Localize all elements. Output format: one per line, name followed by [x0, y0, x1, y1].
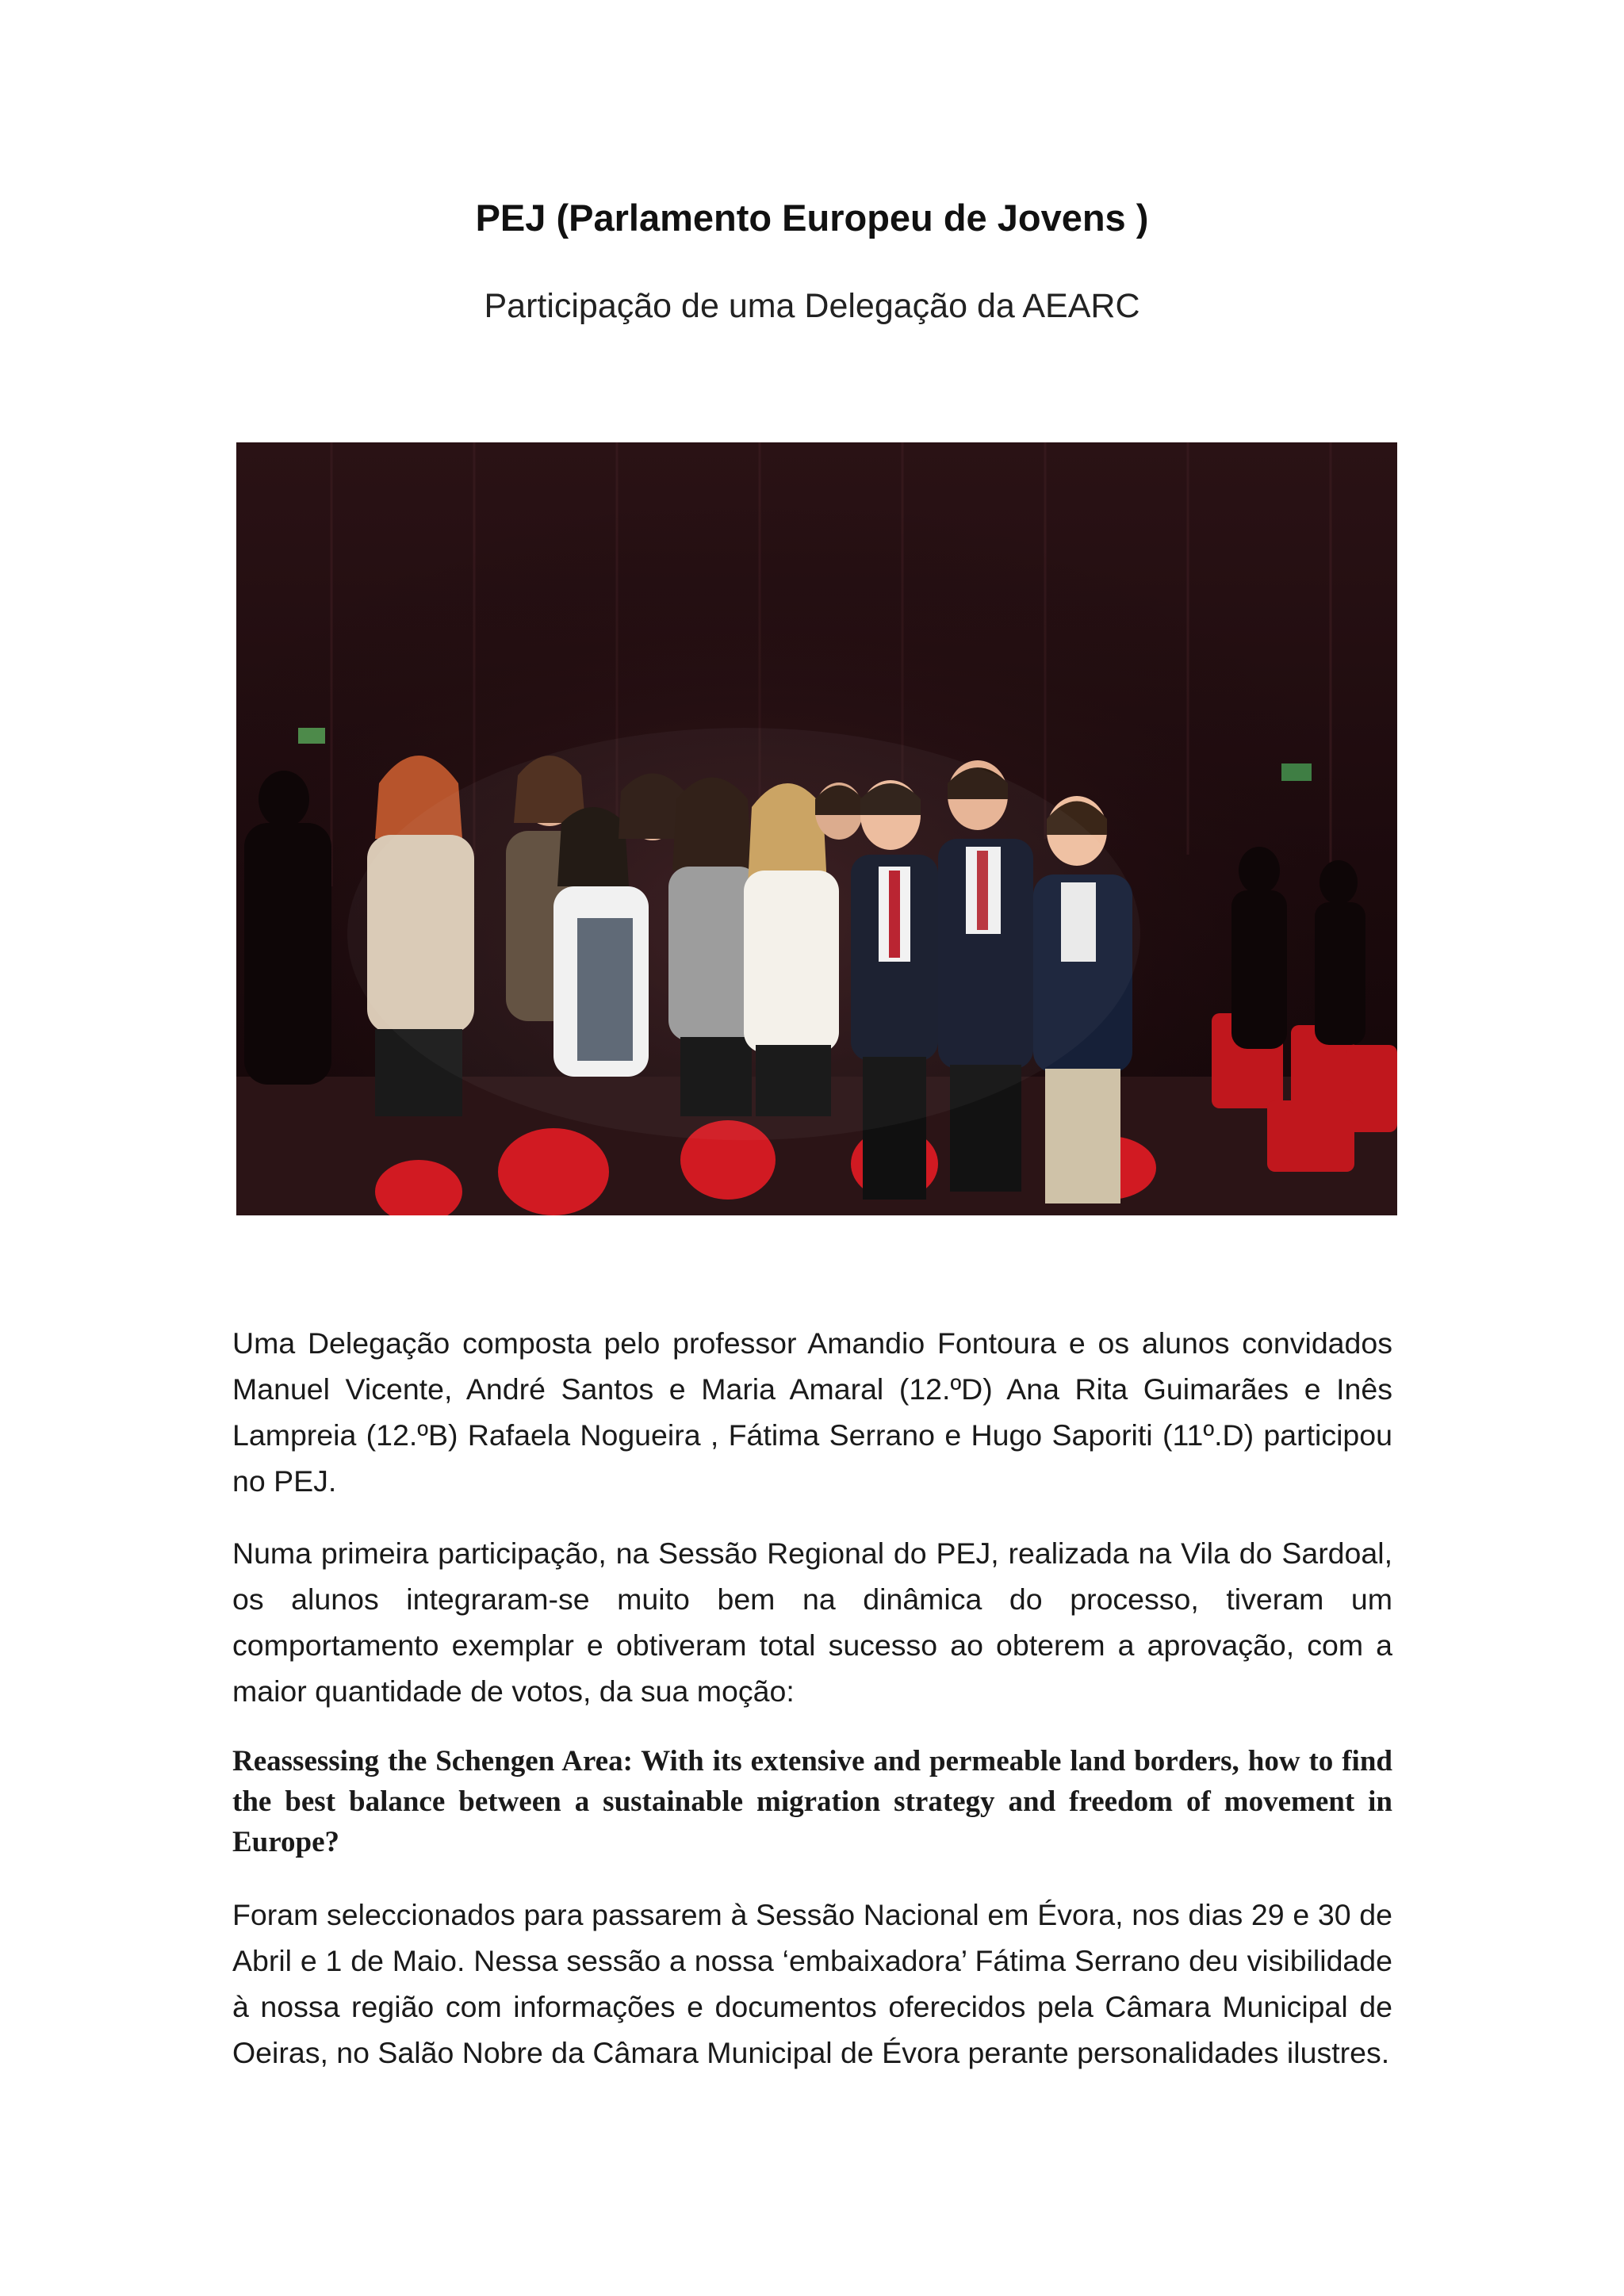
paragraph-regional-session: Numa primeira participação, na Sessão Regional do PEJ, realizada na Vila do Sardoal, os alunos integraram-se muito bem na dinâmica do processo, tiveram um comportamento exemplar e obtiveram total sucesso ao obterem a aprovação, com a maior quantidade de votos, da sua moção:: [232, 1536, 1392, 1708]
paragraph-national-session: Foram seleccionados para passarem à Sessão Nacional em Évora, nos dias 29 e 30 de Abril e 1 de Maio. Nessa sessão a nossa ‘embaixadora’ Fátima Serrano deu visibilidade à nossa região com informações e documentos oferecidos pela Câmara Municipal de Oeiras, no Salão Nobre da Câmara Municipal de Évora perante personalidades ilustres.: [232, 1898, 1392, 2069]
paragraph-delegation: Uma Delegação composta pelo professor Amandio Fontoura e os alunos convidados Manuel Vicente, André Santos e Maria Amaral (12.ºD) Ana Rita Guimarães e Inês Lampreia (12.ºB) Rafaela Nogueira , Fátima Serrano e Hugo Saporiti (11º.D) participou no PEJ.: [232, 1326, 1392, 1498]
page-subtitle: Participação de uma Delegação da AEARC: [484, 287, 1140, 325]
page-title: PEJ (Parlamento Europeu de Jovens ): [475, 197, 1149, 239]
group-photo: [236, 442, 1397, 1215]
paragraph-motion-title: Reassessing the Schengen Area: With its extensive and permeable land borders, how to find the best balance between a sustainable migration strategy and freedom of movement in Europe?: [232, 1745, 1392, 1858]
